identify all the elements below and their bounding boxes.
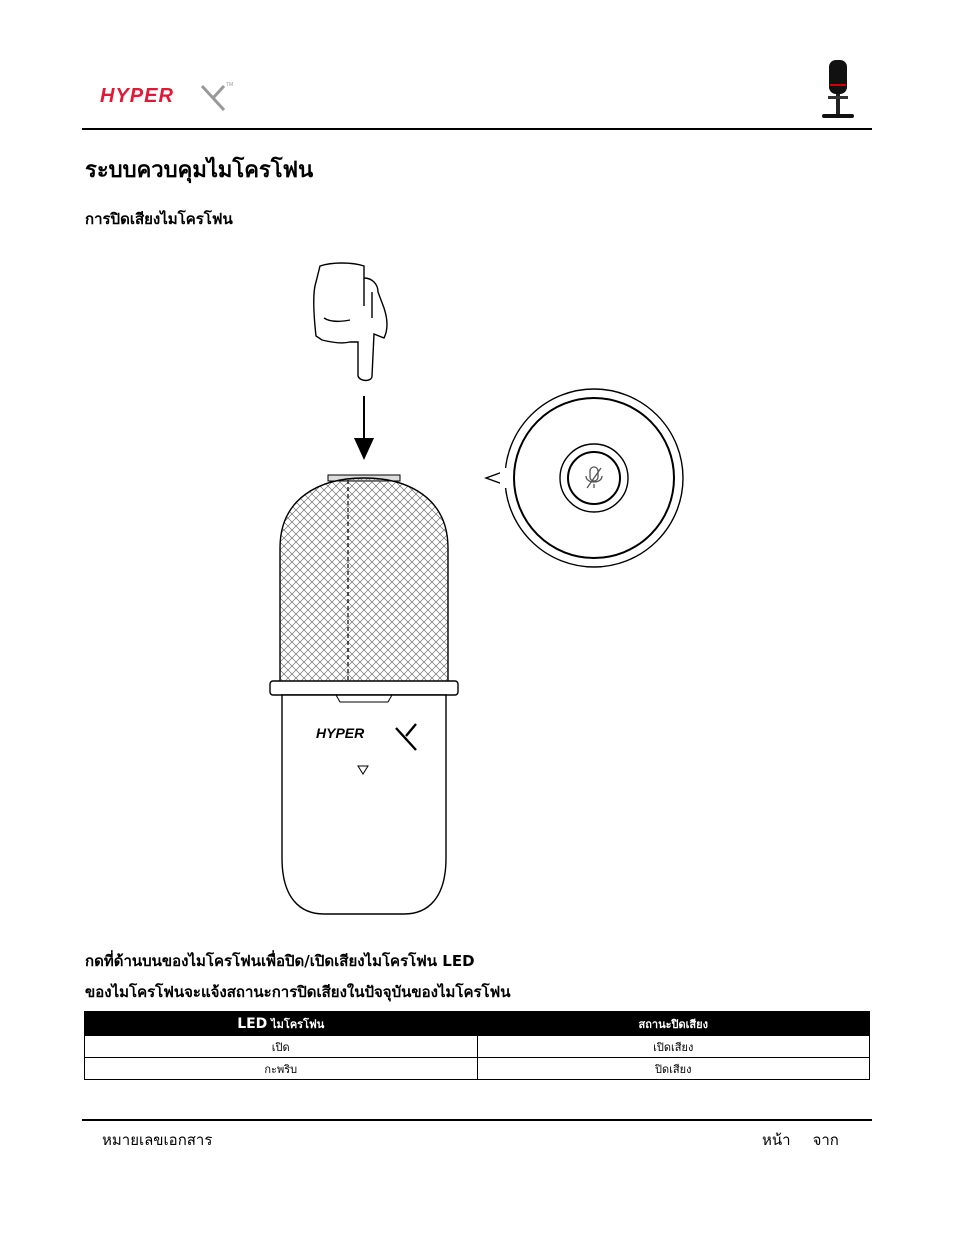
led-cell: เปิด: [85, 1036, 478, 1058]
table-header-row: [85, 1012, 870, 1036]
page-label: หน้า: [762, 1131, 791, 1149]
caption-line-2: ของไมโครโฟนจะแจ้งสถานะการปิดเสียงในปัจจุบันของไมโครโฟน: [85, 983, 511, 1001]
led-status-table: [84, 1011, 870, 1080]
pointing-hand-icon: [314, 263, 387, 381]
status-cell: ปิดเสียง: [477, 1058, 870, 1080]
mute-illustration: [260, 258, 700, 923]
down-arrow-icon: [354, 396, 374, 460]
status-cell: เปิดเสียง: [477, 1036, 870, 1058]
column-header-led: LED ไมโครโฟน: [85, 1012, 478, 1036]
table-row: [85, 1058, 870, 1080]
column-header-mute-status: สถานะปิดเสียง: [477, 1012, 870, 1036]
document-number-label: หมายเลขเอกสาร: [102, 1131, 213, 1149]
footer-divider: [82, 1119, 872, 1121]
mute-button-callout: [486, 389, 683, 567]
led-cell: กะพริบ: [85, 1058, 478, 1080]
page-title: ระบบควบคุมไมโครโฟน: [85, 158, 314, 183]
table-row: [85, 1036, 870, 1058]
svg-text:HYPER: HYPER: [316, 725, 365, 741]
page-indicator: [762, 1128, 861, 1152]
svg-text:TM: TM: [226, 82, 234, 88]
microphone-thumbnail-icon: [820, 58, 856, 124]
caption-line-1: กดที่ด้านบนของไมโครโฟนเพื่อปิด/เปิดเสียงไมโครโฟน LED: [85, 952, 475, 970]
hyperx-logo: [98, 76, 238, 116]
page-header: [82, 50, 872, 130]
section-title: การปิดเสียงไมโครโฟน: [85, 210, 233, 228]
header-divider: [82, 128, 872, 130]
of-label: จาก: [812, 1131, 839, 1149]
microphone-body: [270, 475, 458, 914]
svg-text:HYPER: HYPER: [100, 85, 174, 107]
